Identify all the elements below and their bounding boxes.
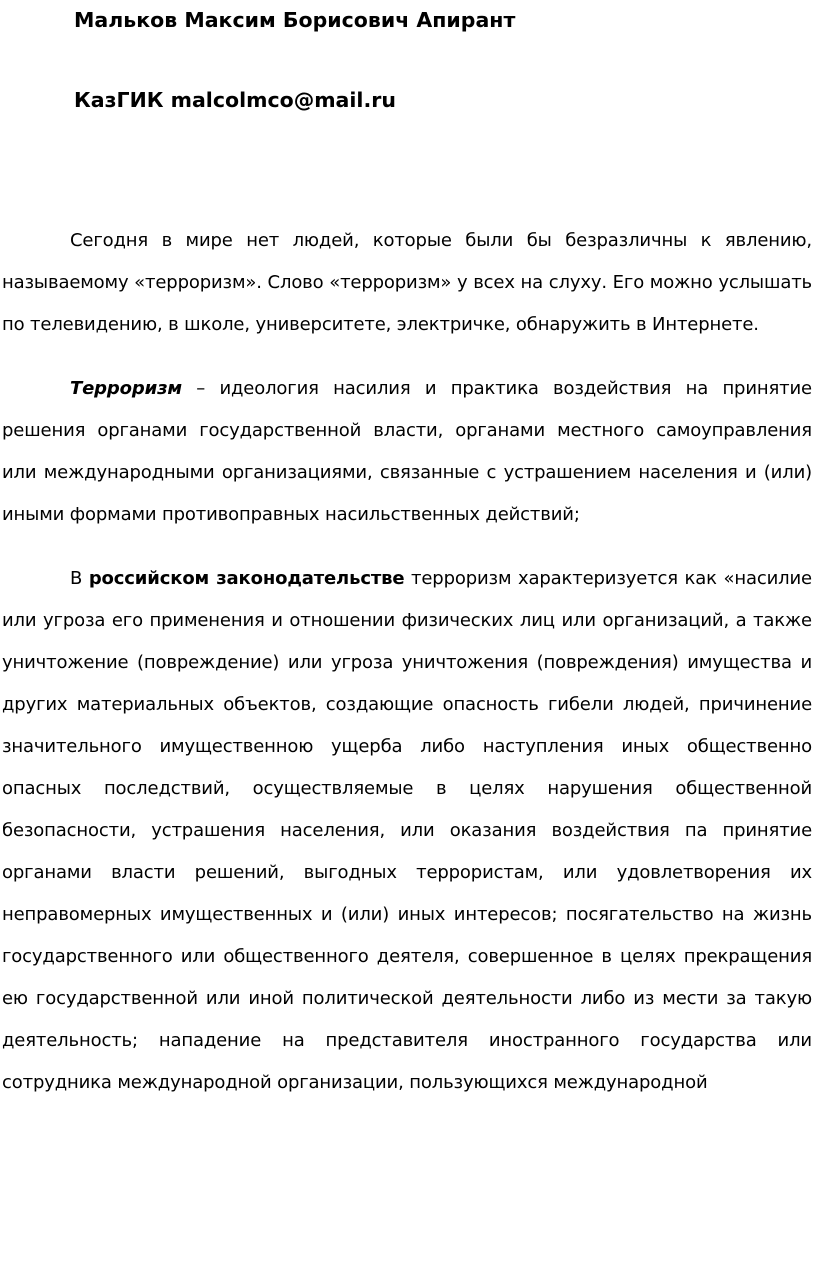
legislation-lead: В <box>70 568 89 589</box>
affiliation-line: КазГИК malcolmco@mail.ru <box>74 88 396 112</box>
paragraph-definition <box>2 368 812 536</box>
paragraph-intro: Сегодня в мире нет людей, которые были бы безразличны к явлению, называемому «терроризм». Слово «терроризм» у всех на слуху. Его можно услышать по телевидению, в школе, университете, электричке, обнаружить в Интернете. <box>2 230 812 335</box>
definition-text: – идеология насилия и практика воздействия на принятие решения органами государственной власти, органами местного самоуправления или международными организациями, связанные с устрашением населения и (или) иными формами противоправных насильственных действий; <box>2 378 812 525</box>
author-line: Мальков Максим Борисович Апирант <box>74 8 516 32</box>
paragraph-legislation <box>2 558 812 1104</box>
defined-term: Терроризм <box>70 378 182 399</box>
document-body <box>2 220 812 1126</box>
legislation-text: терроризм характеризуется как «насилие или угроза его применения и отношении физических лиц или организаций, а также уничтожение (повреждение) или угроза уничтожения (повреждения) имущества и других материальных объектов, создающие опасность гибели людей, причинение значительного имущественною ущерба либо наступления иных общественно опасных последствий, осуществляемые в целях нарушения общественной безопасности, устрашения населения, или оказания воздействия па принятие органами власти решений, выгодных террористам, или удовлетворения их неправомерных имущественных и (или) иных интересов; посягательство на жизнь государственного или общественного деятеля, совершенное в целях прекращения ею государственной или иной политической деятельности либо из мести за такую деятельность; нападение на представителя иностранного государства или сотрудника международной организации, пользующихся международной <box>2 568 812 1093</box>
legislation-emphasis: российском законодательстве <box>88 568 405 589</box>
